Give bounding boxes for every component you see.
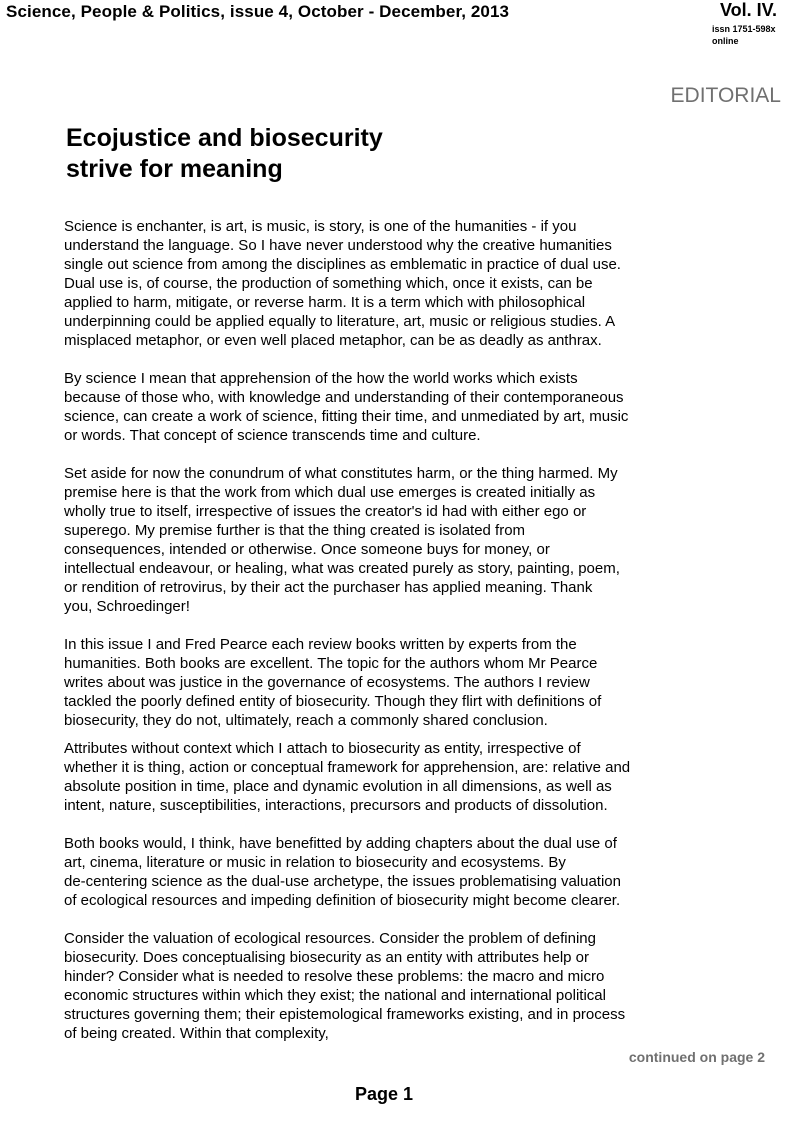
title-line-1: Ecojustice and biosecurity	[66, 124, 383, 152]
paragraph-line: de-centering science as the dual-use archetype, the issues problematising valuation	[64, 873, 621, 890]
paragraph-line: because of those who, with knowledge and understanding of their contemporaneous	[64, 389, 624, 406]
paragraph-line: In this issue I and Fred Pearce each review books written by experts from the	[64, 636, 577, 653]
publication-format: online	[712, 36, 739, 46]
volume-label: Vol. IV.	[720, 0, 778, 20]
paragraph-line: hinder? Consider what is needed to resolve these problems: the macro and micro	[64, 968, 605, 985]
paragraph-line: biosecurity. Does conceptualising biosecurity as an entity with attributes help or	[64, 949, 589, 966]
paragraph-line: misplaced metaphor, or even well placed metaphor, can be as deadly as anthrax.	[64, 332, 602, 349]
paragraph-line: intent, nature, susceptibilities, interactions, precursors and products of dissolution.	[64, 797, 608, 814]
paragraph-line: of being created. Within that complexity,	[64, 1025, 329, 1042]
paragraph-line: understand the language. So I have never understood why the creative humanities	[64, 237, 612, 254]
paragraph-line: intellectual endeavour, or healing, what was created purely as story, painting, poem,	[64, 560, 620, 577]
paragraph-line: economic structures within which they exist; the national and international political	[64, 987, 606, 1004]
paragraph-line: of ecological resources and impeding definition of biosecurity might become clearer.	[64, 892, 621, 909]
paragraph-line: art, cinema, literature or music in relation to biosecurity and ecosystems. By	[64, 854, 566, 871]
issn-number: issn 1751-598x	[712, 24, 776, 34]
article-paragraph	[64, 369, 724, 445]
paragraph-line: Attributes without context which I attach to biosecurity as entity, irrespective of	[64, 740, 581, 757]
paragraph-line: Consider the valuation of ecological resources. Consider the problem of defining	[64, 930, 596, 947]
paragraph-line: or rendition of retrovirus, by their act the purchaser has applied meaning. Thank	[64, 579, 593, 596]
paragraph-line: humanities. Both books are excellent. The topic for the authors whom Mr Pearce	[64, 655, 598, 672]
paragraph-line: superego. My premise further is that the thing created is isolated from	[64, 522, 526, 539]
paragraph-line: Dual use is, of course, the production of something which, once it exists, can be	[64, 275, 593, 292]
paragraph-line: applied to harm, mitigate, or reverse harm. It is a term which with philosophical	[64, 294, 586, 311]
paragraph-line: whether it is thing, action or conceptual framework for apprehension, are: relative and	[64, 759, 631, 776]
section-label: EDITORIAL	[670, 84, 781, 107]
paragraph-line: or words. That concept of science transcends time and culture.	[64, 427, 481, 444]
paragraph-line: biosecurity, they do not, ultimately, reach a commonly shared conclusion.	[64, 712, 548, 729]
paragraph-line: Both books would, I think, have benefitted by adding chapters about the dual use of	[64, 835, 617, 852]
article-body	[64, 217, 724, 1043]
paragraph-line: Set aside for now the conundrum of what constitutes harm, or the thing harmed. My	[64, 465, 618, 482]
article-paragraph	[64, 739, 724, 815]
paragraph-line: premise here is that the work from which dual use emerges is created initially as	[64, 484, 596, 501]
article-paragraph	[64, 635, 724, 730]
page-number: Page 1	[355, 1084, 414, 1104]
paragraph-line: underpinning could be applied equally to literature, art, music or religious studies. A	[64, 313, 616, 330]
journal-masthead: Science, People & Politics, issue 4, October - December, 2013	[6, 2, 510, 21]
paragraph-line: writes about was justice in the governance of ecosystems. The authors I review	[64, 674, 590, 691]
article-paragraph	[64, 834, 724, 910]
article-paragraph	[64, 464, 724, 616]
paragraph-line: you, Schroedinger!	[64, 598, 190, 615]
article-paragraph	[64, 929, 724, 1043]
paragraph-line: consequences, intended or otherwise. Once someone buys for money, or	[64, 541, 550, 558]
paragraph-line: structures governing them; their epistemological frameworks existing, and in process	[64, 1006, 626, 1023]
issn-block	[712, 23, 776, 47]
paragraph-line: single out science from among the disciplines as emblematic in practice of dual use.	[64, 256, 621, 273]
paragraph-line: science, can create a work of science, fitting their time, and unmediated by art, music	[64, 408, 629, 425]
paragraph-line: Science is enchanter, is art, is music, is story, is one of the humanities - if you	[64, 218, 577, 235]
paragraph-line: wholly true to itself, irrespective of issues the creator's id had with either ego or	[64, 503, 587, 520]
continued-note: continued on page 2	[628, 1049, 765, 1065]
paragraph-line: By science I mean that apprehension of the how the world works which exists	[64, 370, 578, 387]
article-title	[66, 123, 383, 185]
paragraph-line: absolute position in time, place and dynamic evolution in all dimensions, as well as	[64, 778, 612, 795]
article-paragraph	[64, 217, 724, 350]
paragraph-line: tackled the poorly defined entity of biosecurity. Though they flirt with definitions of	[64, 693, 602, 710]
title-line-2: strive for meaning	[66, 155, 283, 183]
